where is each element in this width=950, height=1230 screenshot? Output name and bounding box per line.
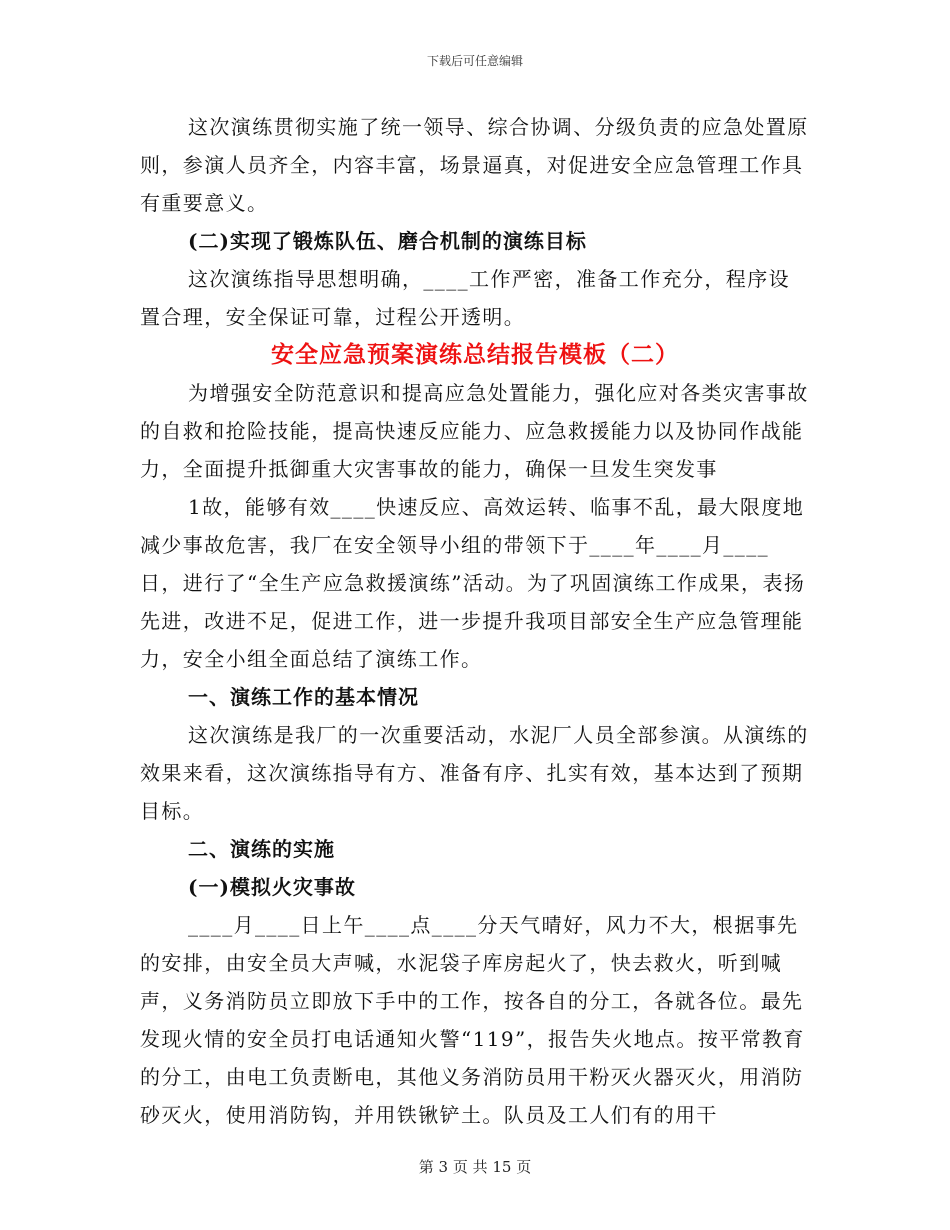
heading-basic-situation: 一、演练工作的基本情况 <box>188 685 419 709</box>
heading-implementation: 二、演练的实施 <box>188 837 335 861</box>
paragraph-fire-drill: ____月____日上午____点____分天气晴好，风力不大，根据事先的安排，由安全员大声喊，水泥袋子库房起火了，快去救火，听到喊声，义务消防员立即放下手中的工作，按各自的分工，各就各位。最先发现火情的安全员打电话通知火警“119”，报告失火地点。按平常教育的分工，由电工负责断电，其他义务消防员用干粉灭火器灭火，用消防砂灭火，使用消防钩，并用铁锹铲土。队员及工人们有的用干 <box>140 913 805 1127</box>
paragraph-guidance: 这次演练指导思想明确，____工作严密，准备工作充分，程序设置合理，安全保证可靠，过程公开透明。 <box>140 267 790 329</box>
page-footer: 第 3 页 共 15 页 <box>418 1158 532 1176</box>
page-header: 下载后可任意编辑 <box>426 54 523 68</box>
document-title: 安全应急预案演练总结报告模板（二） <box>271 341 679 368</box>
heading-simulated-fire: (一)模拟火灾事故 <box>188 875 356 899</box>
paragraph-principles: 这次演练贯彻实施了统一领导、综合协调、分级负责的应急处置原则，参演人员齐全，内容丰富，场景逼真，对促进安全应急管理工作具有重要意义。 <box>140 115 809 215</box>
heading-training-goal: (二)实现了锻炼队伍、磨合机制的演练目标 <box>188 229 587 253</box>
paragraph-basic-situation: 这次演练是我厂的一次重要活动，水泥厂人员全部参演。从演练的效果来看，这次演练指导有方、准备有序、扎实有效，基本达到了预期目标。 <box>140 723 809 823</box>
paragraph-purpose: 为增强安全防范意识和提高应急处置能力，强化应对各类灾害事故的自救和抢险技能，提高快速反应能力、应急救援能力以及协同作战能力，全面提升抵御重大灾害事故的能力，确保一旦发生突发事 <box>140 381 809 481</box>
paragraph-purpose-continued: 1故，能够有效____快速反应、高效运转、临事不乱，最大限度地减少事故危害，我厂在安全领导小组的带领下于____年____月____日，进行了“全生产应急救援演练”活动。为了巩固演练工作成果，表扬先进，改进不足，促进工作，进一步提升我项目部安全生产应急管理能力，安全小组全面总结了演练工作。 <box>140 495 806 671</box>
document-body <box>140 108 810 1134</box>
